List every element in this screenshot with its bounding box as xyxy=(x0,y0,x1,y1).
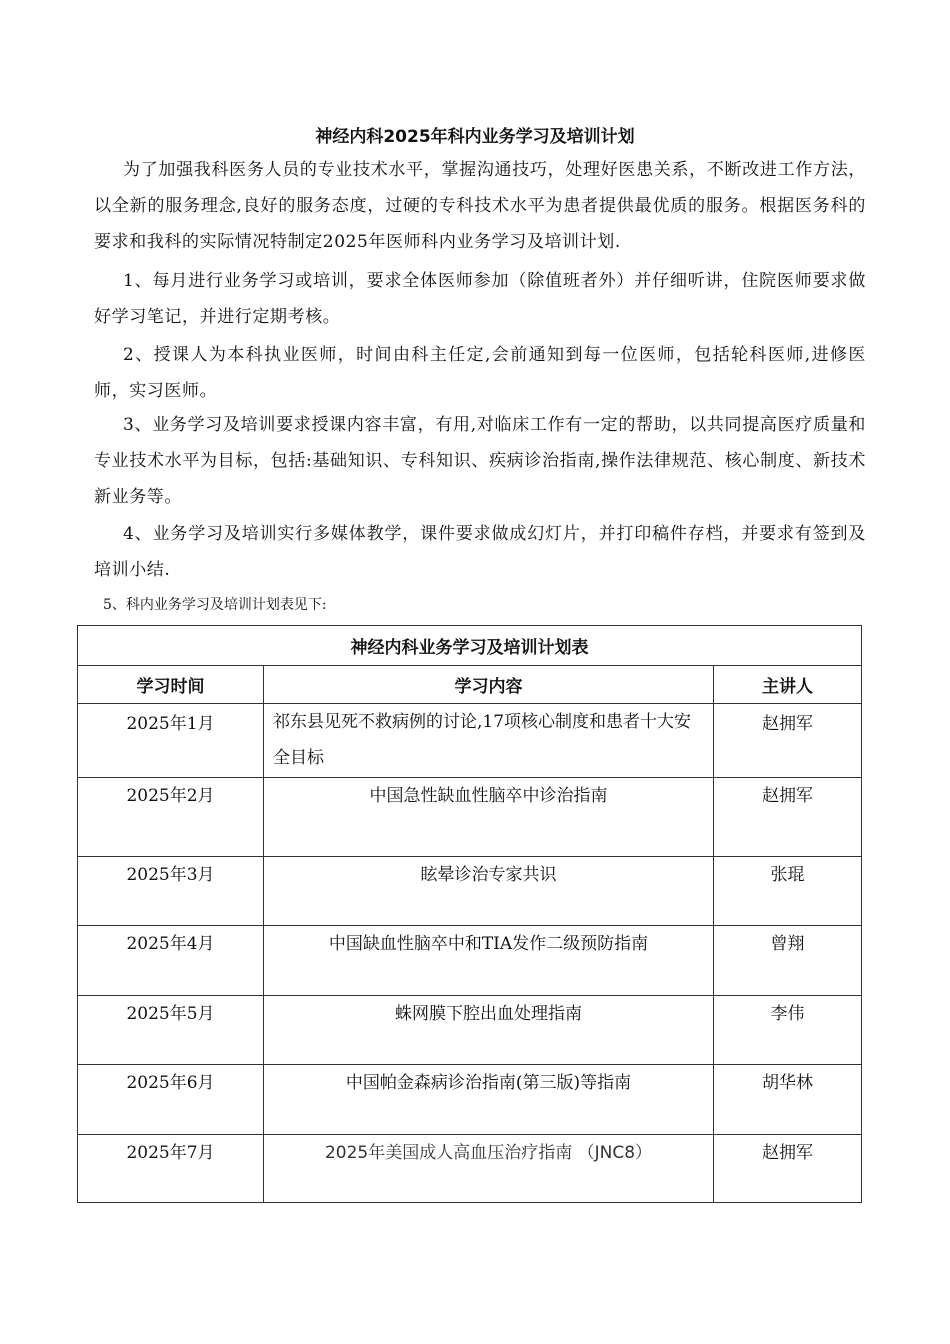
row-topic: 祁东县见死不救病例的讨论,17项核心制度和患者十大安全目标 xyxy=(264,704,714,778)
document-title: 神经内科2025年科内业务学习及培训计划 xyxy=(315,127,635,147)
row-date: 2025年4月 xyxy=(78,926,264,996)
plan-item-1: 1、每月进行业务学习或培训，要求全体医师参加（除值班者外）并仔细听讲，住院医师要求做好学习笔记，并进行定期考核。 xyxy=(94,271,866,327)
table-intro-note: 5、科内业务学习及培训计划表见下: xyxy=(103,597,327,613)
table-row xyxy=(78,857,862,926)
row-date: 2025年1月 xyxy=(78,704,264,778)
row-date: 2025年7月 xyxy=(78,1135,264,1203)
table-title-row xyxy=(78,626,862,666)
row-date: 2025年3月 xyxy=(78,857,264,926)
table-row xyxy=(78,704,862,778)
table-row xyxy=(78,778,862,857)
row-date: 2025年5月 xyxy=(78,996,264,1065)
row-speaker: 赵拥军 xyxy=(714,778,862,857)
row-speaker: 赵拥军 xyxy=(714,704,862,778)
table-row xyxy=(78,1065,862,1135)
row-speaker: 张琨 xyxy=(714,857,862,926)
row-topic: 中国急性缺血性脑卒中诊治指南 xyxy=(264,778,714,857)
table-row xyxy=(78,1135,862,1203)
row-date: 2025年6月 xyxy=(78,1065,264,1135)
intro-paragraph: 为了加强我科医务人员的专业技术水平，掌握沟通技巧，处理好医患关系，不断改进工作方法，以全新的服务理念,良好的服务态度，过硬的专科技术水平为患者提供最优质的服务。根据医务科的要求和我科的实际情况特制定2025年医师科内业务学习及培训计划. xyxy=(94,160,866,252)
table-header-row xyxy=(78,666,862,704)
row-speaker: 曾翔 xyxy=(714,926,862,996)
row-speaker: 赵拥军 xyxy=(714,1135,862,1203)
row-topic: 中国缺血性脑卒中和TIA发作二级预防指南 xyxy=(264,926,714,996)
table-row xyxy=(78,996,862,1065)
header-date: 学习时间 xyxy=(78,666,264,704)
header-speaker: 主讲人 xyxy=(714,666,862,704)
row-date: 2025年2月 xyxy=(78,778,264,857)
table-row xyxy=(78,926,862,996)
header-topic: 学习内容 xyxy=(264,666,714,704)
training-plan-table xyxy=(77,625,862,1203)
row-topic: 蛛网膜下腔出血处理指南 xyxy=(264,996,714,1065)
row-speaker: 李伟 xyxy=(714,996,862,1065)
row-topic: 中国帕金森病诊治指南(第三版)等指南 xyxy=(264,1065,714,1135)
plan-item-3: 3、业务学习及培训要求授课内容丰富，有用,对临床工作有一定的帮助，以共同提高医疗质量和专业技术水平为目标，包括:基础知识、专科知识、疾病诊治指南,操作法律规范、核心制度、新技术新业务等。 xyxy=(94,415,866,507)
table-title: 神经内科业务学习及培训计划表 xyxy=(78,626,862,666)
plan-item-4: 4、业务学习及培训实行多媒体教学，课件要求做成幻灯片，并打印稿件存档，并要求有签到及培训小结. xyxy=(94,524,866,580)
row-topic: 2025年美国成人高血压治疗指南 （JNC8） xyxy=(264,1135,714,1203)
row-speaker: 胡华林 xyxy=(714,1065,862,1135)
row-topic: 眩晕诊治专家共识 xyxy=(264,857,714,926)
plan-item-2: 2、授课人为本科执业医师，时间由科主任定,会前通知到每一位医师，包括轮科医师,进修医师，实习医师。 xyxy=(94,345,866,401)
